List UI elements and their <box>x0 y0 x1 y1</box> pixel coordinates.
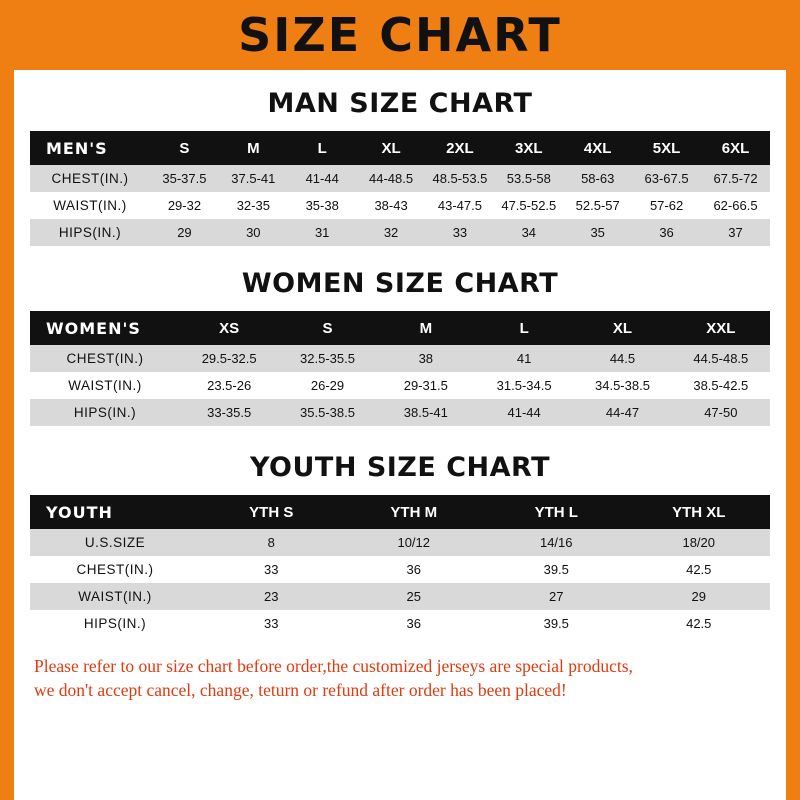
women-cell-2-4: 44-47 <box>605 405 640 420</box>
youth-table-body <box>30 529 770 637</box>
youth-header-cell-0: YOUTH <box>46 502 113 522</box>
youth-header-cell-4: YTH XL <box>672 503 726 521</box>
table-row <box>30 529 770 556</box>
youth-cell-3-2: 39.5 <box>543 616 569 631</box>
women-cell-2-0: 33-35.5 <box>207 405 252 420</box>
men-header-cell-5: 2XL <box>446 139 474 157</box>
women-header-cell-3: M <box>419 319 433 337</box>
women-cell-0-3: 41 <box>516 351 532 366</box>
men-cell-0-3: 44-48.5 <box>369 171 414 186</box>
men-cell-1-2: 35-38 <box>305 198 339 213</box>
men-cell-0-6: 58-63 <box>581 171 615 186</box>
youth-cell-2-1: 25 <box>406 589 421 604</box>
women-cell-2-1: 35.5-38.5 <box>300 405 355 420</box>
header-banner <box>0 0 800 70</box>
youth-cell-2-2: 27 <box>549 589 564 604</box>
men-cell-2-0: 29 <box>177 225 192 240</box>
men-header-cell-0: MEN'S <box>46 138 108 158</box>
men-row-2-label: HIPS(IN.) <box>58 225 122 240</box>
women-table-head <box>30 311 770 345</box>
women-header-cell-4: L <box>519 319 529 337</box>
youth-cell-2-0: 23 <box>264 589 279 604</box>
men-header-cell-4: XL <box>381 139 401 157</box>
youth-cell-1-0: 33 <box>264 562 279 577</box>
youth-row-1-label: CHEST(IN.) <box>76 562 154 577</box>
table-row <box>30 610 770 637</box>
men-cell-1-0: 29-32 <box>167 198 202 213</box>
table-row <box>30 165 770 192</box>
youth-row-3-label: HIPS(IN.) <box>83 616 147 631</box>
men-cell-0-2: 41-44 <box>305 171 339 186</box>
youth-cell-1-1: 36 <box>406 562 421 577</box>
youth-row-2-label: WAIST(IN.) <box>78 589 152 604</box>
men-table-head <box>30 131 770 165</box>
men-header-cell-2: M <box>247 139 260 157</box>
men-cell-2-7: 36 <box>659 225 674 240</box>
youth-header-cell-1: YTH S <box>249 503 294 521</box>
men-header-cell-6: 3XL <box>515 139 543 157</box>
men-header-row <box>30 131 770 165</box>
women-cell-0-2: 38 <box>418 351 434 366</box>
youth-cell-0-2: 14/16 <box>539 535 573 550</box>
men-cell-1-7: 57-62 <box>649 198 684 213</box>
youth-header-row <box>30 495 770 529</box>
men-header-cell-7: 4XL <box>583 139 612 157</box>
table-row <box>30 345 770 372</box>
men-cell-1-1: 32-35 <box>236 198 270 213</box>
youth-header-cell-3: YTH L <box>534 503 578 521</box>
men-header-cell-1: S <box>179 139 190 157</box>
table-row <box>30 372 770 399</box>
women-header-cell-2: S <box>322 319 333 337</box>
men-header-cell-8: 5XL <box>652 139 681 157</box>
women-row-1-label: WAIST(IN.) <box>68 378 142 393</box>
youth-cell-0-0: 8 <box>267 535 275 550</box>
men-cell-2-2: 31 <box>314 225 330 240</box>
women-row-2-label: HIPS(IN.) <box>73 405 137 420</box>
men-cell-2-3: 32 <box>383 225 399 240</box>
women-cell-0-5: 44.5-48.5 <box>693 351 749 366</box>
women-table-body <box>30 345 770 426</box>
women-cell-1-4: 34.5-38.5 <box>595 378 650 393</box>
men-size-table <box>30 131 770 246</box>
youth-cell-3-0: 33 <box>264 616 279 631</box>
women-cell-1-3: 31.5-34.5 <box>496 378 552 393</box>
youth-cell-1-2: 39.5 <box>543 562 569 577</box>
women-cell-0-1: 32.5-35.5 <box>300 351 355 366</box>
women-size-section <box>24 268 776 426</box>
youth-cell-3-1: 36 <box>406 616 421 631</box>
women-cell-1-2: 29-31.5 <box>403 378 448 393</box>
youth-cell-0-1: 10/12 <box>397 535 431 550</box>
footer-note-line-1: Please refer to our size chart before order,the customized jerseys are special products, <box>34 656 633 676</box>
men-cell-2-5: 34 <box>521 225 537 240</box>
men-cell-1-8: 62-66.5 <box>713 198 758 213</box>
men-header-cell-9: 6XL <box>721 139 750 157</box>
youth-row-0-label: U.S.SIZE <box>84 535 146 550</box>
men-cell-1-3: 38-43 <box>374 198 408 213</box>
men-row-1-label: WAIST(IN.) <box>53 198 127 213</box>
men-cell-2-4: 33 <box>452 225 468 240</box>
men-cell-2-1: 30 <box>246 225 261 240</box>
men-row-0-label: CHEST(IN.) <box>51 171 129 186</box>
men-cell-0-1: 37.5-41 <box>231 171 276 186</box>
footer-note <box>34 655 766 702</box>
women-cell-0-0: 29.5-32.5 <box>201 351 257 366</box>
youth-table-head <box>30 495 770 529</box>
men-cell-1-4: 43-47.5 <box>437 198 482 213</box>
content-area <box>14 88 786 702</box>
youth-section-title: YOUTH SIZE CHART <box>249 452 551 483</box>
men-table-body <box>30 165 770 246</box>
women-cell-2-5: 47-50 <box>704 405 738 420</box>
women-cell-1-5: 38.5-42.5 <box>693 378 749 393</box>
women-header-cell-1: XS <box>219 319 240 337</box>
men-section-title: MAN SIZE CHART <box>267 88 533 119</box>
youth-cell-3-3: 42.5 <box>686 616 712 631</box>
men-cell-0-7: 63-67.5 <box>644 171 689 186</box>
women-cell-1-0: 23.5-26 <box>207 378 252 393</box>
youth-cell-0-3: 18/20 <box>682 535 716 550</box>
men-cell-0-4: 48.5-53.5 <box>432 171 488 186</box>
footer-note-line-2: we don't accept cancel, change, teturn or refund after order has been placed! <box>34 679 567 700</box>
women-cell-1-1: 26-29 <box>310 378 345 393</box>
women-cell-2-3: 41-44 <box>507 405 541 420</box>
table-row <box>30 219 770 246</box>
women-cell-2-2: 38.5-41 <box>403 405 448 420</box>
men-cell-0-0: 35-37.5 <box>162 171 207 186</box>
men-cell-2-8: 37 <box>728 225 743 240</box>
women-header-cell-0: WOMEN'S <box>46 318 141 338</box>
table-row <box>30 556 770 583</box>
men-cell-0-8: 67.5-72 <box>713 171 758 186</box>
women-header-row <box>30 311 770 345</box>
men-header-cell-3: L <box>317 139 327 157</box>
youth-cell-2-3: 29 <box>691 589 706 604</box>
table-row <box>30 192 770 219</box>
page-title: SIZE CHART <box>238 8 562 62</box>
table-row <box>30 399 770 426</box>
table-row <box>30 583 770 610</box>
women-header-cell-6: XXL <box>706 319 736 337</box>
youth-size-table <box>30 495 770 637</box>
women-header-cell-5: XL <box>612 319 633 337</box>
men-cell-1-5: 47.5-52.5 <box>501 198 557 213</box>
youth-header-cell-2: YTH M <box>390 503 438 521</box>
women-cell-0-4: 44.5 <box>609 351 636 366</box>
men-cell-0-5: 53.5-58 <box>506 171 551 186</box>
men-cell-1-6: 52.5-57 <box>575 198 620 213</box>
women-section-title: WOMEN SIZE CHART <box>241 268 559 299</box>
women-row-0-label: CHEST(IN.) <box>66 351 144 366</box>
men-size-section <box>24 88 776 246</box>
youth-cell-1-3: 42.5 <box>686 562 712 577</box>
women-size-table <box>30 311 770 426</box>
men-cell-2-6: 35 <box>590 225 605 240</box>
youth-size-section <box>24 452 776 637</box>
